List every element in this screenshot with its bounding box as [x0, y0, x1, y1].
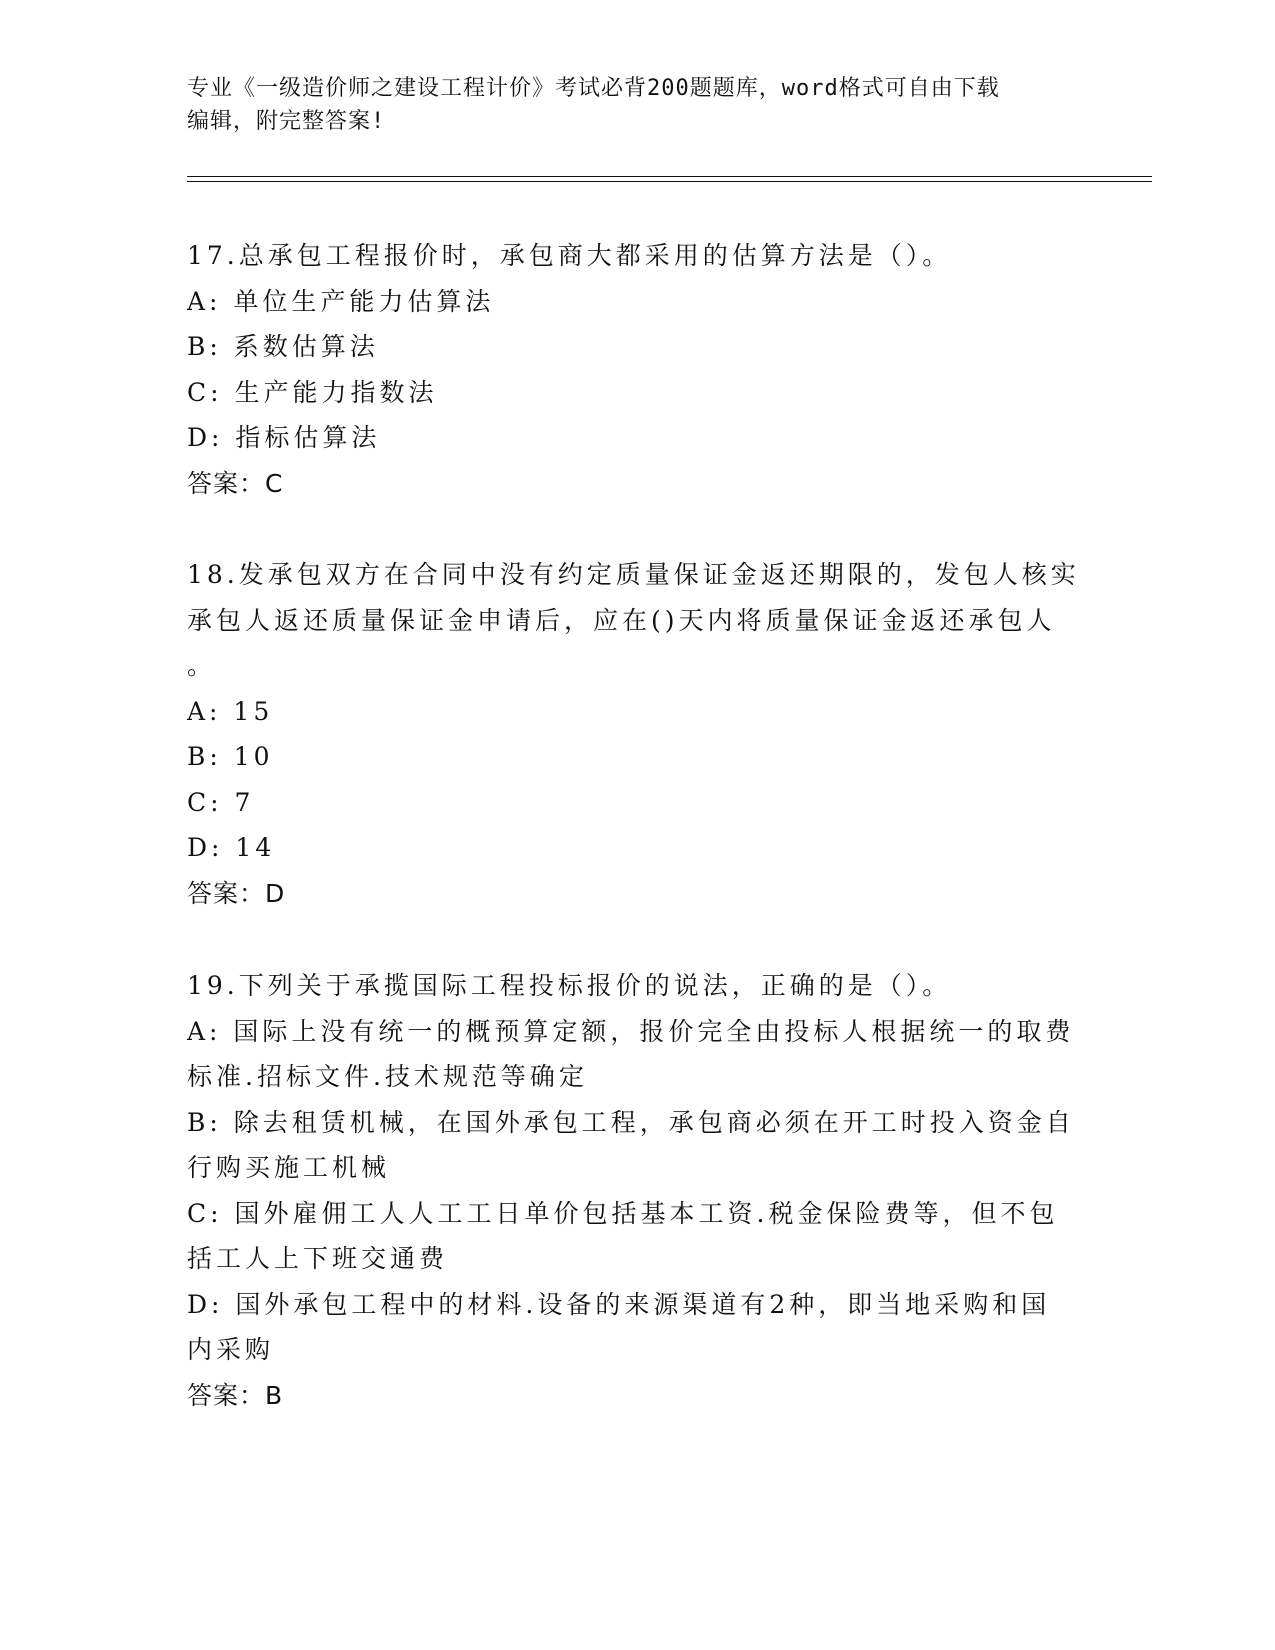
- option-d: D: 指标估算法: [187, 423, 381, 452]
- option-b-line-2: 行购买施工机械: [187, 1153, 391, 1182]
- option-c-line-1: C: 国外雇佣工人人工工日单价包括基本工资.税金保险费等，但不包: [187, 1198, 1059, 1228]
- question-19: [187, 963, 1087, 1419]
- option-d-line-2: 内采购: [187, 1335, 275, 1364]
- option-c: C: 7: [187, 787, 255, 817]
- question-17: [187, 233, 1087, 507]
- question-text: 17.总承包工程报价时，承包商大都采用的估算方法是（）。: [187, 241, 952, 270]
- question-text: 19.下列关于承揽国际工程投标报价的说法，正确的是（）。: [187, 971, 952, 1000]
- document-header: [187, 72, 1067, 138]
- question-text-line-3: 。: [187, 651, 217, 680]
- header-line-1: 专业《一级造价师之建设工程计价》考试必背200题题库，word格式可自由下载: [187, 76, 1000, 101]
- header-rule-bottom: [187, 181, 1152, 182]
- option-a-line-2: 标准.招标文件.技术规范等确定: [187, 1062, 588, 1091]
- header-rule-top: [187, 176, 1152, 177]
- question-18: [187, 552, 1087, 917]
- option-b: B: 10: [187, 742, 274, 771]
- option-d-line-1: D: 国外承包工程中的材料.设备的来源渠道有2种，即当地采购和国: [187, 1289, 1051, 1319]
- option-c-line-2: 括工人上下班交通费: [187, 1244, 449, 1273]
- header-line-2: 编辑，附完整答案!: [187, 109, 386, 134]
- answer: 答案：B: [187, 1380, 284, 1410]
- answer: 答案：D: [187, 878, 286, 908]
- option-a-line-1: A: 国际上没有统一的概预算定额，报价完全由投标人根据统一的取费: [187, 1016, 1075, 1046]
- option-c: C: 生产能力指数法: [187, 377, 438, 407]
- option-d: D: 14: [187, 833, 276, 862]
- question-text-line-2: 承包人返还质量保证金申请后，应在()天内将质量保证金返还承包人: [187, 605, 1056, 635]
- option-a: A: 15: [187, 696, 274, 726]
- option-b-line-1: B: 除去租赁机械，在国外承包工程，承包商必须在开工时投入资金自: [187, 1107, 1075, 1137]
- option-b: B: 系数估算法: [187, 332, 379, 361]
- question-text-line-1: 18.发承包双方在合同中没有约定质量保证金返还期限的，发包人核实: [187, 560, 1080, 589]
- answer: 答案：C: [187, 468, 284, 498]
- option-a: A: 单位生产能力估算法: [187, 286, 495, 316]
